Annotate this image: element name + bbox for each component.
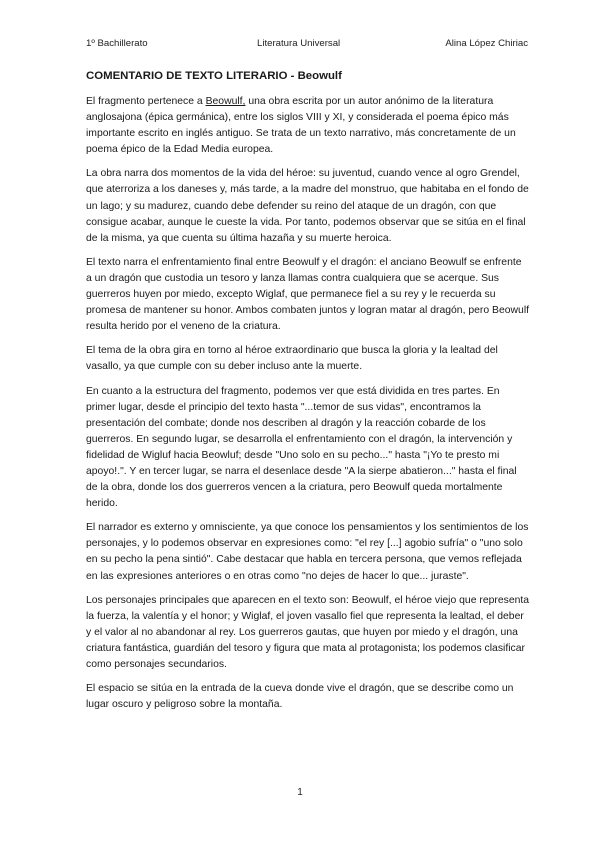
paragraph-characters: Los personajes principales que aparecen en el texto son: Beowulf, el héroe viejo que representa la fuerza, la valentía y el honor; y Wiglaf, el joven vasallo fiel que representa la lealtad, el deber y el valor al no abandonar al rey. Los guerreros gautas, que huyen por miedo y el dragón, una criatura fantástica, guardián del tesoro y figura que mata al protagonista; los podemos clasificar como personajes secundarios. (86, 594, 530, 670)
paragraph-introduction-start: El fragmento pertenece a (86, 96, 206, 107)
header-author: Alina López Chiriac (445, 38, 528, 49)
paragraph-plot-context: La obra narra dos momentos de la vida del héroe: su juventud, cuando vence al ogro Grendel, que aterroriza a los daneses y, más tarde, a la madre del monstruo, que habitaba en el fondo de un lago; y su madurez, cuando debe defender su reino del ataque de un dragón, con que consigue acabar, aunque le cueste la vida. Por tanto, podemos observar que se sitúa en el final de la misma, ya que cuenta su última hazaña y su muerte heroica. (86, 168, 529, 244)
header-course: 1º Bachillerato (86, 38, 148, 49)
paragraph-introduction (86, 94, 530, 158)
paragraph-summary: El texto narra el enfrentamiento final entre Beowulf y el dragón: el anciano Beowulf se enfrente a un dragón que custodia un tesoro y lanza llamas contra cualquiera que se acerque. Sus guerreros huyen por miedo, excepto Wiglaf, que permanece fiel a su rey y le recuerda su promesa de mantener su honor. Ambos combaten juntos y logran matar al dragón, pero Beowulf resulta herido por el veneno de la criatura. (86, 256, 530, 333)
paragraph-structure: En cuanto a la estructura del fragmento, podemos ver que está dividida en tres partes. En primer lugar, desde el principio del texto hasta "...temor de sus vidas", encontramos la presentación del combate; donde nos describen al dragón y la reacción cobarde de los guerreros. En segundo lugar, se desarrolla el enfrentamiento con el dragón, la intervención y fidelidad de Wigluf hacia Beowluf; desde "Uno solo en su pecho..." hasta "¡Yo te presto mi apoyo!.". Y en tercer lugar, se narra el desenlace desde "A la sierpe abatieron..." hasta el final de la obra, donde los dos guerreros vencen a la criatura, pero Beowulf queda mortalmente herido. (86, 385, 517, 510)
document-body (86, 68, 530, 721)
paragraph-introduction-rest: una obra escrita por un autor anónimo de la literatura anglosajona (épica germánica), entre los siglos VIII y XI, y considerada el poema épico más importante escrito en inglés antiguo. Se trata de un texto narrativo, más concretamente de un poema épico de la Edad Media europea. (86, 96, 516, 156)
beowulf-link[interactable]: Beowulf, (205, 96, 246, 107)
paragraph-narrator: El narrador es externo y omnisciente, ya que conoce los pensamientos y los sentimientos de los personajes, y lo podemos observar en expresiones como: "el rey [...] agobio sufría" o "uno solo en su pecho la pena sintió". Cabe destacar que habla en tercera persona, que vemos reflejada en las expresiones anteriores o en otras como "no dejes de hacer lo que... juraste". (86, 522, 529, 582)
paragraph-theme: El tema de la obra gira en torno al héroe extraordinario que busca la gloria y la lealtad del vasallo, ya que cumple con su deber incluso ante la muerte. (86, 345, 498, 373)
document-title: COMENTARIO DE TEXTO LITERARIO - Beowulf (86, 70, 342, 82)
page-header (86, 38, 528, 52)
header-subject: Literatura Universal (257, 38, 341, 49)
page-number: 1 (297, 787, 303, 798)
paragraph-setting: El espacio se sitúa en la entrada de la cueva donde vive el dragón, que se describe como un lugar oscuro y peligroso sobre la montaña. (86, 683, 514, 711)
